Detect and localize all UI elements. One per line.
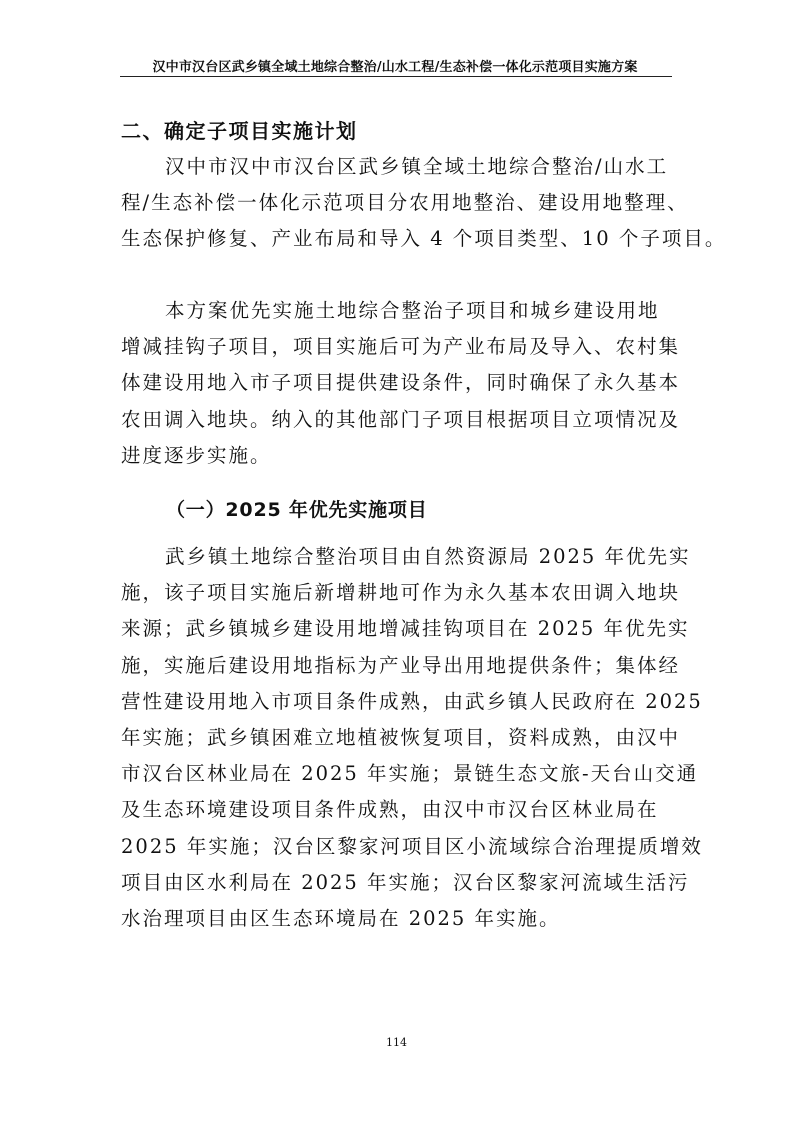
- text-line: 营性建设用地入市项目条件成熟，由武乡镇人民政府在 2025: [121, 689, 703, 713]
- text-line: 市汉台区林业局在 2025 年实施；景链生态文旅-天台山交通: [121, 762, 699, 786]
- text-line: 武乡镇土地综合整治项目由自然资源局 2025 年优先实: [165, 545, 691, 568]
- text-line: 项目由区水利局在 2025 年实施；汉台区黎家河流域生活污: [121, 870, 690, 894]
- paragraph-3: [121, 539, 703, 937]
- subheading: （一）2025 年优先实施项目: [166, 499, 428, 521]
- paragraph-1: [121, 149, 727, 258]
- text-line: 体建设用地入市子项目提供建设条件，同时确保了永久基本: [121, 371, 681, 395]
- text-line: 农田调入地块。纳入的其他部门子项目根据项目立项情况及: [121, 407, 681, 431]
- text-line: 增减挂钩子项目，项目实施后可为产业布局及导入、农村集: [121, 335, 681, 359]
- running-header: 汉中市汉台区武乡镇全域土地综合整治/山水工程/生态补偿一体化示范项目实施方案: [152, 60, 638, 75]
- text-line: 生态保护修复、产业布局和导入 4 个项目类型、10 个子项目。: [121, 227, 727, 251]
- text-line: 年实施；武乡镇困难立地植被恢复项目，资料成熟，由汉中: [121, 726, 681, 750]
- text-line: 来源；武乡镇城乡建设用地增减挂钩项目在 2025 年优先实: [121, 617, 690, 641]
- page-number: 114: [386, 1036, 407, 1049]
- text-line: 施，该子项目实施后新增耕地可作为永久基本农田调入地块: [121, 581, 681, 605]
- text-line: 水治理项目由区生态环境局在 2025 年实施。: [121, 907, 561, 931]
- section-heading: 二、确定子项目实施计划: [121, 119, 358, 143]
- header-rule: [120, 76, 672, 77]
- text-line: 2025 年实施；汉台区黎家河项目区小流域综合治理提质增效: [121, 834, 703, 858]
- text-line: 及生态环境建设项目条件成熟，由汉中市汉台区林业局在: [121, 798, 659, 822]
- text-line: 本方案优先实施土地综合整治子项目和城乡建设用地: [165, 299, 660, 322]
- text-line: 汉中市汉中市汉台区武乡镇全域土地综合整治/山水工: [165, 155, 669, 178]
- paragraph-2: [121, 293, 681, 474]
- text-line: 进度逐步实施。: [121, 443, 272, 467]
- text-line: 程/生态补偿一体化示范项目分农用地整治、建设用地整理、: [121, 191, 689, 215]
- text-line: 施，实施后建设用地指标为产业导出用地提供条件；集体经: [121, 653, 681, 677]
